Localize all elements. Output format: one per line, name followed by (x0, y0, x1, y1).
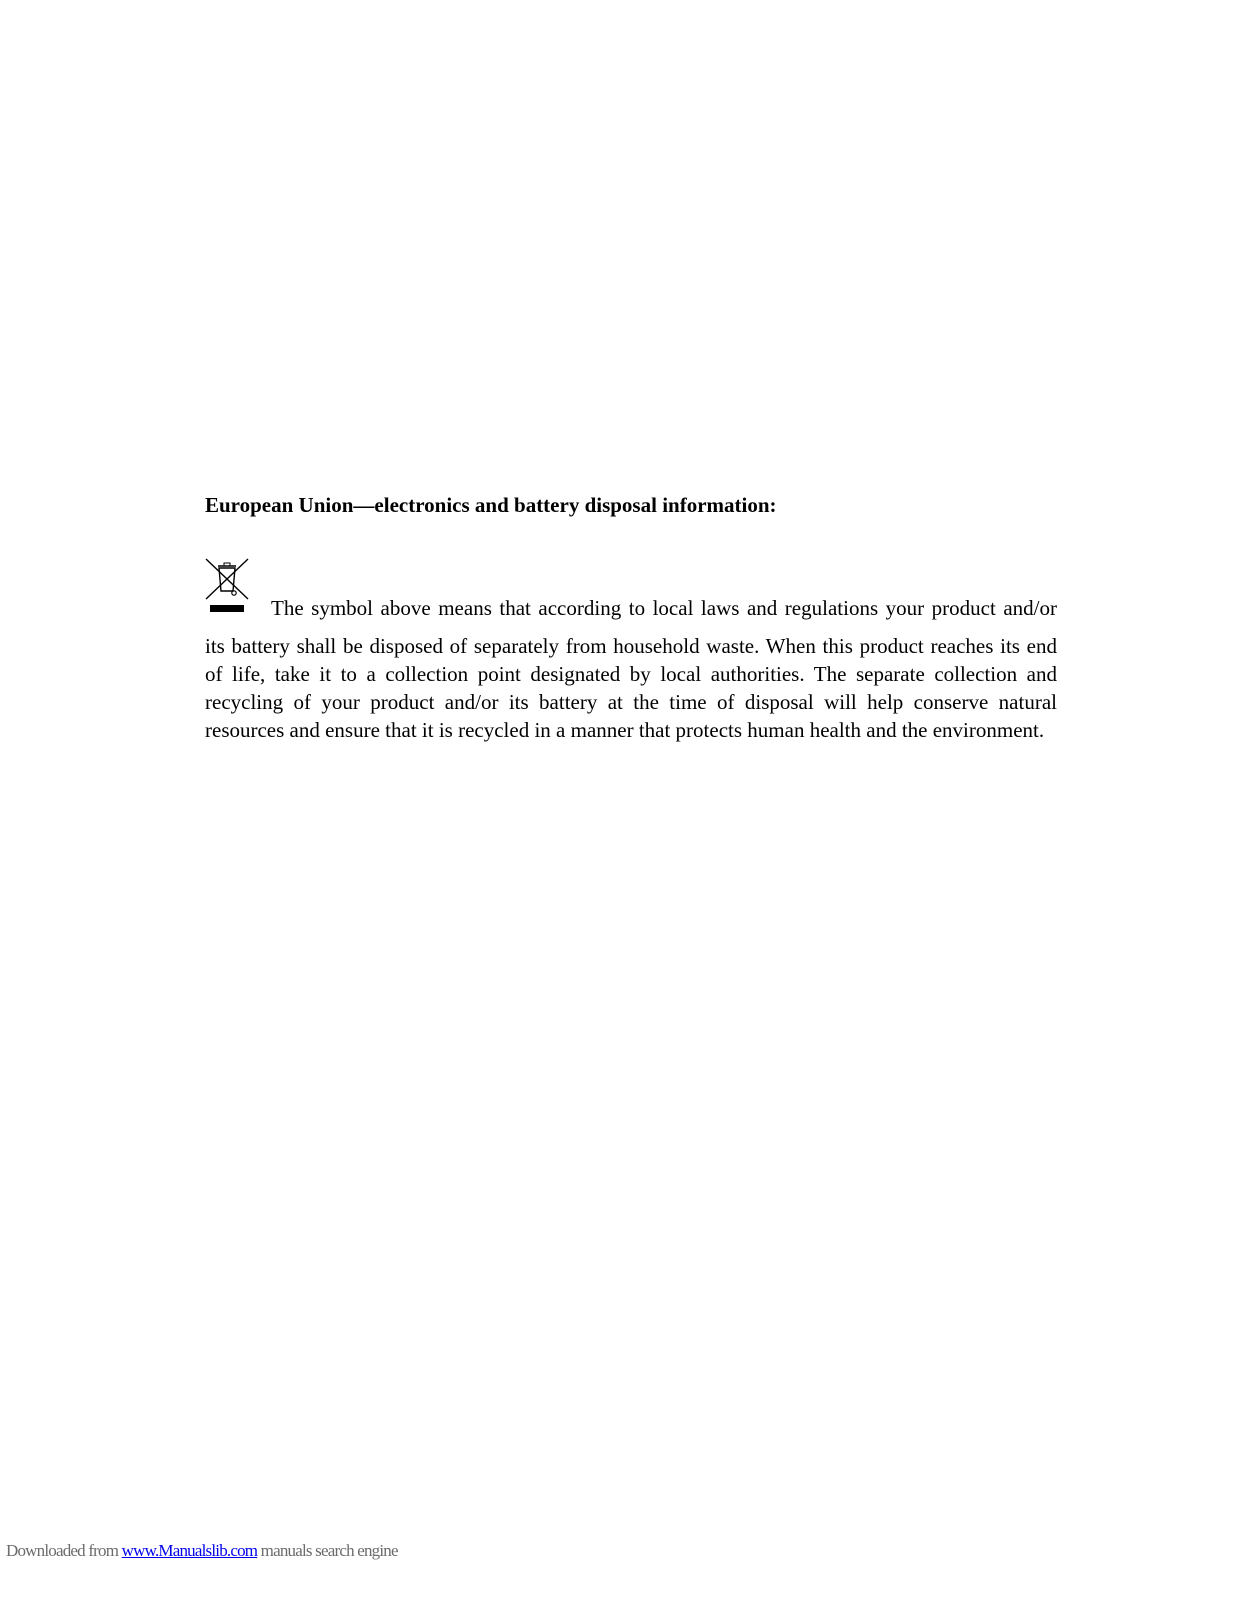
intro-line: The symbol above means that according to local laws and regulations your product and/or (271, 596, 1057, 620)
download-footer (6, 1541, 398, 1561)
disposal-paragraph: its battery shall be disposed of separately from household waste. When this product reaches its end of life, take it to a collection point designated by local authorities. The separate collection and recycling of your product and/or its battery at the time of disposal will help conserve natural resources and ensure that it is recycled in a manner that protects human health and the environment. (205, 634, 1057, 742)
crossed-out-wheeled-bin-icon (204, 557, 250, 615)
footer-suffix: manuals search engine (257, 1541, 398, 1560)
section-heading: European Union—electronics and battery disposal information: (205, 493, 777, 517)
footer-prefix: Downloaded from (6, 1541, 122, 1560)
manualslib-link[interactable]: www.Manualslib.com (121, 1541, 258, 1560)
